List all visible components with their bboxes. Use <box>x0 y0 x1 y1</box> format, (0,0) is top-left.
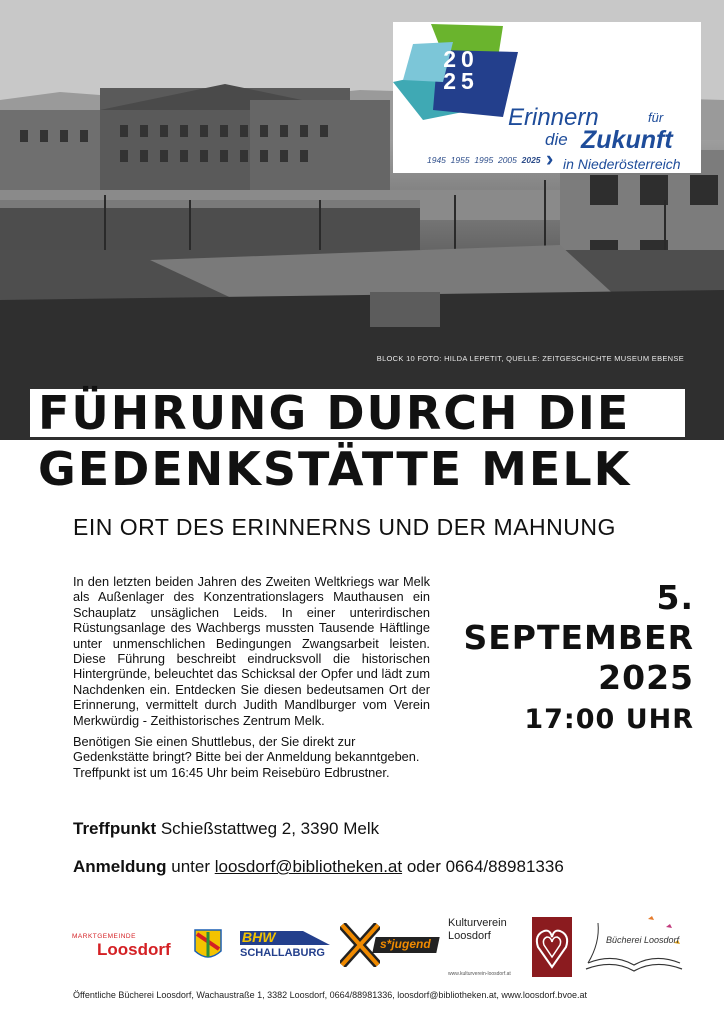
footer: Öffentliche Bücherei Loosdorf, Wachaustraße 1, 3382 Loosdorf, 0664/88981336, loosdorf@bibliotheken.at, www.loosdorf.bvoe.at <box>73 990 587 1000</box>
open-book-icon <box>578 913 690 977</box>
badge-region: in Niederösterreich <box>563 156 681 172</box>
logo-sjugend-text: s*jugend <box>380 937 431 951</box>
photo-caption: BLOCK 10 FOTO: HILDA LEPETIT, QUELLE: ZEITGESCHICHTE MUSEUM EBENSE <box>376 354 684 363</box>
registration-email-link[interactable]: loosdorf@bibliotheken.at <box>214 857 403 876</box>
registration-phone: 0664/88981336 <box>445 857 564 876</box>
logo-bhw-schallaburg <box>238 913 334 979</box>
date-year: 2025 <box>598 658 694 697</box>
logo-kulturverein-loosdorf <box>446 913 574 979</box>
date-month: SEPTEMBER <box>463 618 694 657</box>
sponsor-logos <box>66 913 694 979</box>
meeting-address: Schießstattweg 2, 3390 Melk <box>160 819 380 838</box>
badge-year-2005: 2005 <box>497 155 517 165</box>
badge-year <box>429 48 493 92</box>
logo-marktgemeinde-loosdorf <box>66 913 226 979</box>
badge-year-1945: 1945 <box>427 155 446 165</box>
badge-erinnern: Erinnern <box>508 104 599 131</box>
logo-kulturverein-url: www.kulturverein-loosdorf.at <box>448 971 511 977</box>
coat-of-arms-icon <box>194 929 222 963</box>
badge-year-bottom: 25 <box>443 68 479 94</box>
chevron-right-icon: › <box>546 146 554 171</box>
logo-buecherei-loosdorf <box>578 913 694 979</box>
title-line-2: GEDENKSTÄTTE MELK <box>38 442 632 496</box>
logo-marktgemeinde-name: Loosdorf <box>97 940 171 959</box>
logo-bhw-top: BHW <box>242 929 276 945</box>
event-time: 17:00 UHR <box>524 704 694 735</box>
shuttle-note: Benötigen Sie einen Shuttlebus, der Sie direkt zur Gedenkstätte bringt? Bitte bei der Anmeldung bekanntgeben. <box>73 734 420 765</box>
registration-connector: oder <box>406 857 441 876</box>
logo-bhw-bottom: SCHALLABURG <box>240 947 325 959</box>
description <box>73 574 430 780</box>
registration-prefix: unter <box>171 857 210 876</box>
subtitle: EIN ORT DES ERINNERNS UND DER MAHNUNG <box>73 514 616 540</box>
description-paragraph: In den letzten beiden Jahren des Zweiten Weltkriegs war Melk als Außenlager des Konzentrationslagers Mauthausen ein Schauplatz unsäglichen Leids. In einer unterirdischen Rüstungsanlage des Wachbergs mussten Tausende Häftlinge unter unmenschlichen Bedingungen Zwangsarbeit leisten. Diese Führung beschreibt eindrucksvoll die historischen Hintergründe, beleuchtet das Schicksal der Opfer und lädt zum Nachdenken ein. Entdecken Sie diesen bedeutsamen Ort der Erinnerung, vermittelt durch Judith Mandlburger vom Verein Merkwürdig - Zeithistorisches Zentrum Melk. <box>73 574 430 728</box>
registration-label: Anmeldung <box>73 857 167 876</box>
logo-marktgemeinde-top: MARKTGEMEINDE <box>72 933 136 940</box>
event-date <box>464 578 695 740</box>
meeting-label: Treffpunkt <box>73 819 157 838</box>
badge-year-1955: 1955 <box>450 155 470 165</box>
meeting-point <box>73 819 379 839</box>
registration <box>73 857 564 877</box>
logo-sjugend <box>340 913 440 979</box>
badge-zukunft: Zukunft <box>581 126 673 154</box>
badge-year-1995: 1995 <box>474 155 494 165</box>
badge-year-top: 20 <box>443 46 479 72</box>
date-day: 5. <box>656 578 694 617</box>
badge-die: die <box>545 130 568 149</box>
badge-fuer: für <box>648 110 664 125</box>
meeting-note: Treffpunkt ist um 16:45 Uhr beim Reisebüro Edbrustner. <box>73 764 390 780</box>
logo-buecherei-text: Bücherei Loosdorf <box>606 935 680 945</box>
erinnern-badge <box>393 22 701 173</box>
badge-year-2025: 2025 <box>521 155 541 165</box>
title-line-1: FÜHRUNG DURCH DIE <box>30 389 685 437</box>
heart-emblem-icon <box>532 917 572 977</box>
logo-kulturverein-line1: Kulturverein <box>448 917 507 929</box>
badge-years <box>427 155 541 165</box>
logo-kulturverein-line2: Loosdorf <box>448 930 491 942</box>
